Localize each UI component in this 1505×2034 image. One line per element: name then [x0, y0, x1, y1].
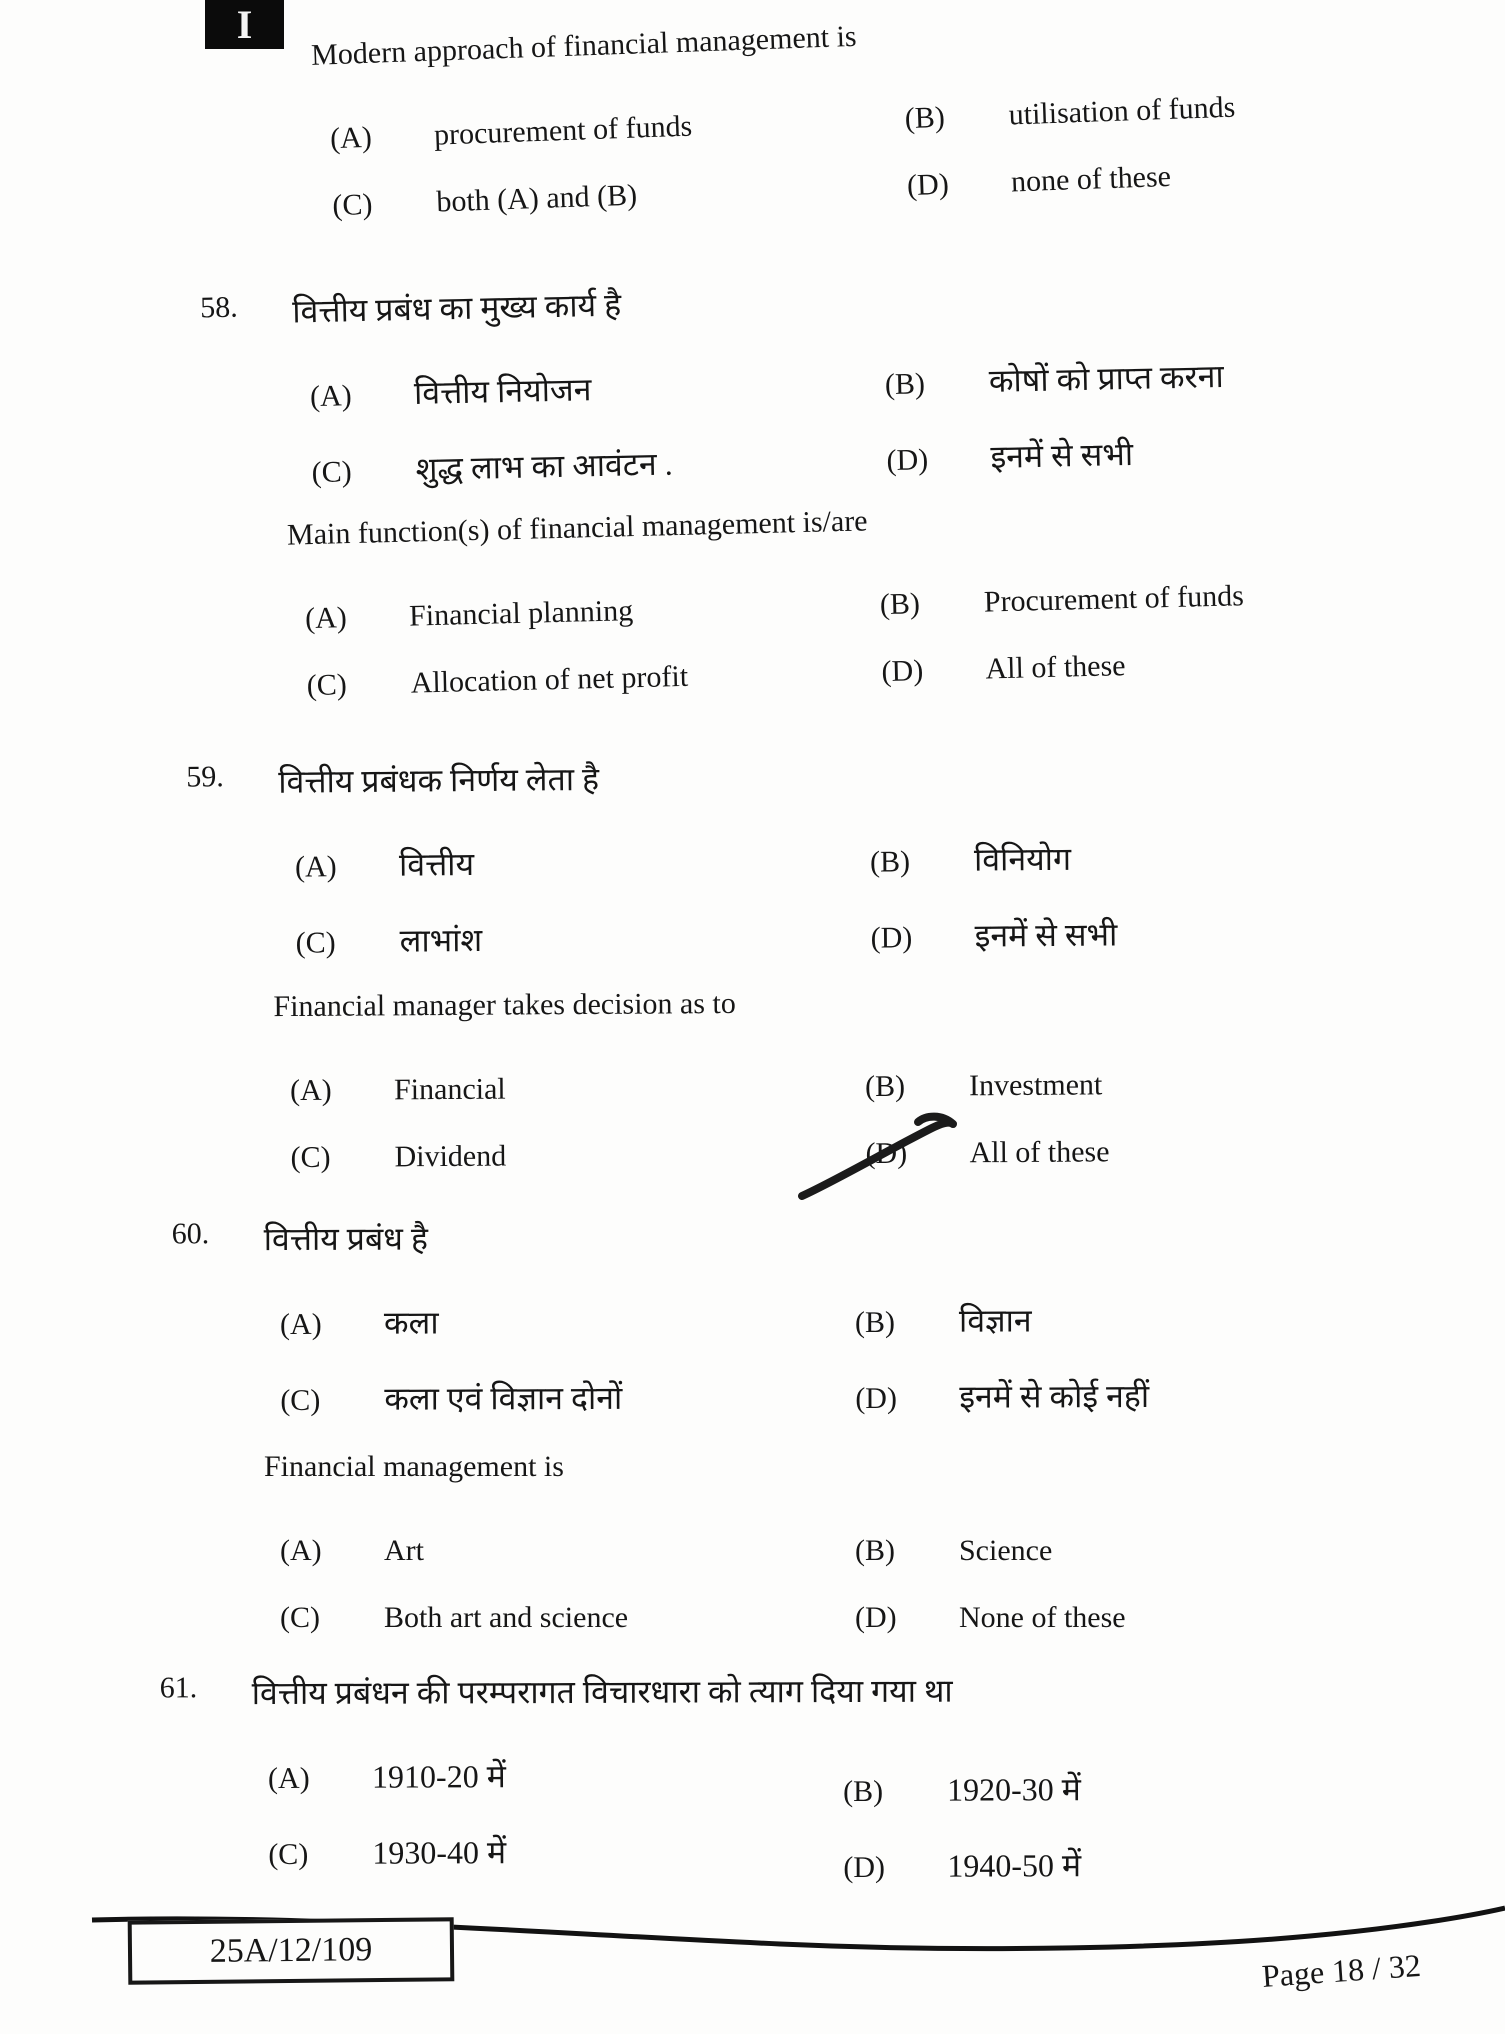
option-a: [295, 839, 870, 887]
option-label: (B): [843, 1774, 884, 1809]
option-text: Allocation of net profit: [410, 659, 689, 700]
option-label: (C): [306, 668, 348, 703]
option-label: (D): [855, 1601, 897, 1634]
option-text: none of these: [1010, 159, 1172, 199]
option-label: (D): [865, 1136, 908, 1171]
option-c: [290, 1137, 865, 1175]
option-text: Dividend: [394, 1139, 507, 1174]
question-block: [14, 750, 1446, 965]
option-b: [884, 349, 1460, 404]
option-text: Investment: [968, 1068, 1103, 1103]
option-text: शुद्ध लाभ का आवंटन .: [415, 445, 673, 487]
question-text: वित्तीय प्रबंधन की परम्परागत विचारधारा को त्याग दिया गया था: [251, 1672, 953, 1712]
question-number: 60.: [171, 1217, 210, 1251]
option-text: वित्तीय नियोजन: [413, 371, 592, 411]
page-number: Page 18 / 32: [1260, 1946, 1422, 1994]
question-block: [23, 490, 1457, 710]
option-text: Both art and science: [384, 1601, 629, 1634]
option-c: [280, 1601, 855, 1635]
option-text: विनियोग: [973, 840, 1072, 878]
option-label: (D): [870, 921, 913, 955]
option-label: (B): [869, 845, 911, 879]
option-label: (B): [854, 1305, 896, 1340]
question-text: Main function(s) of financial management is/are: [286, 504, 868, 552]
option-d: [855, 1601, 1430, 1635]
option-label: (C): [280, 1383, 321, 1418]
option-label: (B): [884, 367, 926, 402]
option-a: [310, 361, 886, 416]
option-d: [881, 641, 1457, 689]
option-label: (A): [304, 601, 348, 636]
question-text: वित्तीय प्रबंधक निर्णय लेता है: [278, 760, 600, 800]
option-d: [855, 1373, 1430, 1418]
question-number: [23, 519, 287, 525]
option-text: 1920-30 में: [946, 1771, 1081, 1808]
option-text: इनमें से सभी: [974, 916, 1118, 954]
option-c: [311, 437, 887, 492]
option-label: (D): [886, 443, 929, 478]
option-label: (B): [855, 1534, 895, 1567]
option-b: [904, 82, 1480, 136]
option-label: (C): [280, 1601, 320, 1634]
question-block: [0, 1667, 1418, 1885]
option-label: (B): [879, 587, 921, 622]
option-b: [855, 1534, 1430, 1568]
option-text: इनमें से सभी: [990, 435, 1134, 475]
option-label: (C): [295, 926, 336, 960]
option-c: [306, 655, 882, 703]
option-a: [280, 1299, 855, 1344]
question-number: 61.: [159, 1671, 198, 1705]
option-text: इनमें से कोई नहीं: [959, 1377, 1150, 1415]
paper-code-box: [128, 1917, 455, 1984]
option-text: Procurement of funds: [983, 579, 1245, 619]
question-block: [0, 1213, 1430, 1421]
option-text: 1940-50 में: [947, 1847, 1082, 1884]
question-text: Modern approach of financial management is: [310, 19, 858, 72]
option-label: (A): [294, 850, 337, 884]
question-text: Financial manager takes decision as to: [273, 986, 736, 1024]
option-d: [886, 425, 1462, 480]
question-block: [28, 265, 1462, 498]
question-text: Financial management is: [264, 1450, 564, 1483]
option-label: (A): [329, 120, 373, 156]
option-d: [870, 910, 1445, 958]
question-number: 58.: [199, 290, 239, 325]
option-b: [843, 1766, 1418, 1811]
question-block: [9, 982, 1440, 1177]
option-a: [330, 102, 906, 156]
option-label: (C): [268, 1837, 309, 1872]
option-label: (A): [280, 1534, 322, 1567]
option-text: कोषों को प्राप्त करना: [988, 358, 1225, 399]
option-d: [907, 149, 1483, 203]
option-text: वित्तीय: [398, 845, 475, 883]
option-a: [268, 1753, 843, 1798]
option-text: 1910-20 में: [371, 1758, 506, 1795]
option-label: (B): [904, 100, 946, 136]
option-label: (B): [864, 1069, 906, 1104]
question-text: वित्तीय प्रबंध का मुख्य कार्य है: [291, 286, 622, 330]
option-label: (D): [843, 1850, 886, 1885]
question-number: [47, 39, 311, 48]
option-text: Science: [959, 1534, 1053, 1567]
option-label: (A): [289, 1073, 332, 1108]
option-a: [305, 588, 881, 636]
option-b: [870, 834, 1445, 882]
option-text: both (A) and (B): [435, 178, 638, 219]
option-text: All of these: [985, 649, 1126, 686]
option-text: कला: [383, 1304, 439, 1341]
option-text: procurement of funds: [433, 109, 693, 152]
option-text: All of these: [969, 1135, 1110, 1170]
option-text: Art: [384, 1534, 424, 1567]
option-label: (A): [267, 1761, 310, 1796]
option-label: (C): [311, 455, 352, 490]
option-text: utilisation of funds: [1008, 90, 1236, 132]
question-number: 59.: [186, 760, 224, 794]
section-badge: I: [205, 0, 284, 49]
option-a: [290, 1070, 865, 1108]
option-text: 1930-40 में: [372, 1834, 507, 1871]
option-text: Financial: [393, 1072, 506, 1107]
pen-strike-mark: [792, 1108, 972, 1203]
option-a: [280, 1534, 855, 1568]
option-label: (A): [279, 1307, 322, 1342]
option-b: [855, 1297, 1430, 1342]
paper-code: 25A/12/109: [209, 1931, 373, 1970]
option-label: (D): [906, 167, 950, 203]
option-text: कला एवं विज्ञान दोनों: [384, 1379, 623, 1417]
option-label: (D): [855, 1381, 897, 1416]
option-label: (C): [331, 187, 373, 223]
option-label: (C): [290, 1140, 331, 1175]
question-block: [0, 1450, 1430, 1635]
option-c: [268, 1829, 843, 1874]
option-b: [865, 1066, 1440, 1104]
option-b: [880, 574, 1456, 622]
option-label: (A): [309, 379, 353, 414]
question-text: वित्तीय प्रबंध है: [263, 1220, 428, 1258]
question-number: [9, 990, 273, 992]
option-c: [295, 915, 870, 963]
option-text: लाभांश: [399, 921, 483, 959]
option-d: [843, 1842, 1418, 1887]
option-c: [332, 169, 908, 223]
option-c: [280, 1375, 855, 1420]
option-text: विज्ञान: [958, 1302, 1032, 1339]
option-text: Financial planning: [408, 594, 634, 633]
option-label: (D): [881, 654, 924, 689]
option-text: None of these: [959, 1601, 1126, 1634]
